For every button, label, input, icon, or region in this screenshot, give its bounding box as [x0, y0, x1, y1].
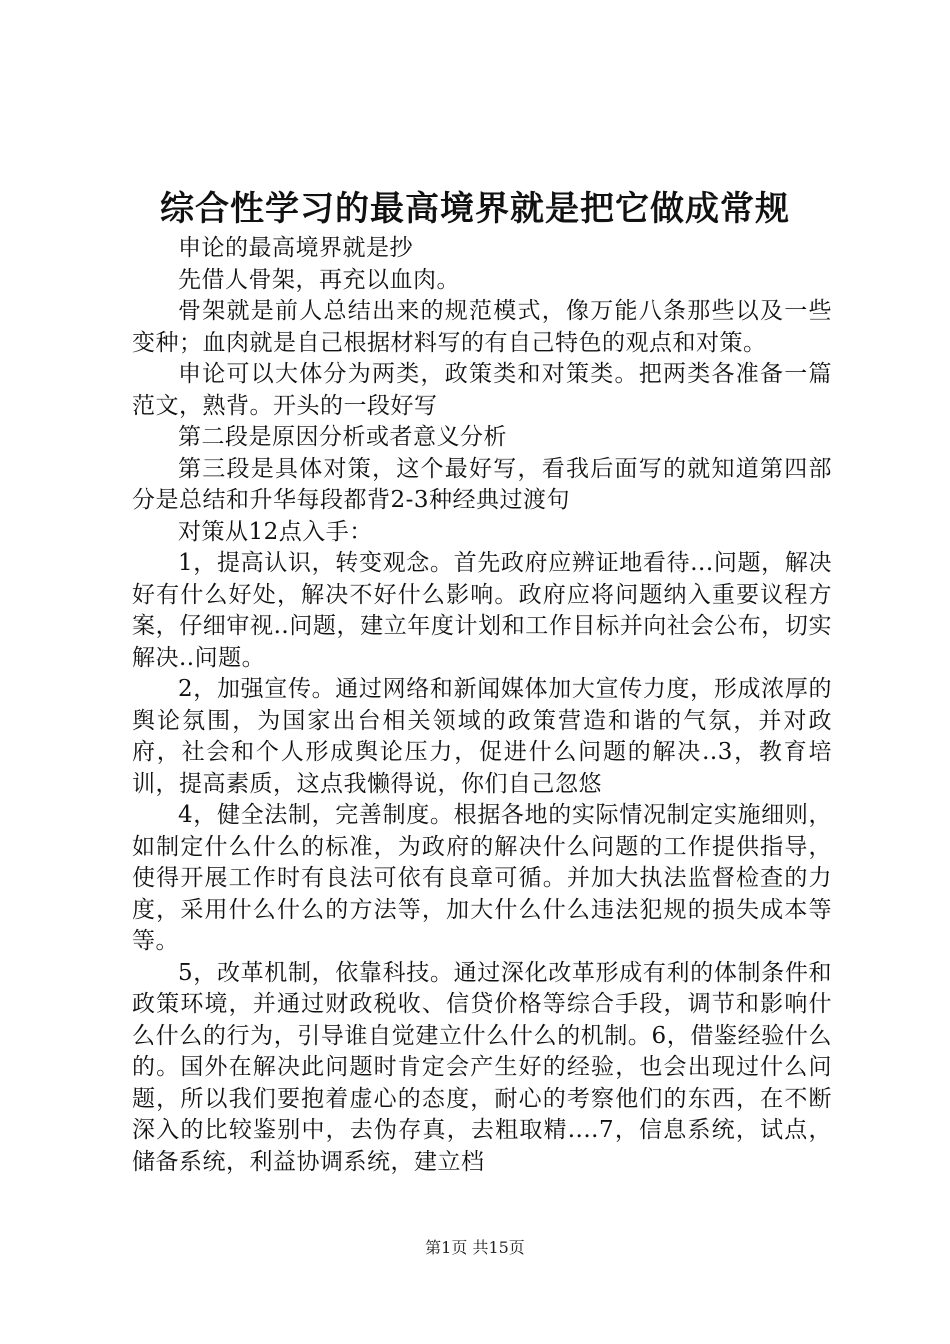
paragraph: 骨架就是前人总结出来的规范模式，像万能八条那些以及一些变种；血肉就是自己根据材料写的有自己特色的观点和对策。 — [132, 298, 832, 356]
paragraph: 申论可以大体分为两类，政策类和对策类。把两类各准备一篇范文，熟背。开头的一段好写 — [132, 361, 832, 419]
paragraph: 申论的最高境界就是抄 — [178, 235, 413, 261]
paragraph: 先借人骨架，再充以血肉。 — [178, 266, 460, 293]
paragraph: 1，提高认识，转变观念。首先政府应辨证地看待...问题，解决好有什么好处，解决不好什么影响。政府应将问题纳入重要议程方案，仔细审视..问题，建立年度计划和工作目标并向社会公布，切实解决..问题。 — [132, 550, 832, 671]
page-footer: 第1页 共15页 — [425, 1238, 525, 1257]
document-title: 综合性学习的最高境界就是把它做成常规 — [160, 189, 790, 229]
paragraph: 2，加强宣传。通过网络和新闻媒体加大宣传力度，形成浓厚的舆论氛围，为国家出台相关领域的政策营造和谐的气氛，并对政府，社会和个人形成舆论压力，促进什么问题的解决..3，教育培训，提高素质，这点我懒得说，你们自己忽悠 — [132, 676, 832, 797]
paragraph: 4，健全法制，完善制度。根据各地的实际情况制定实施细则，如制定什么什么的标准，为政府的解决什么问题的工作提供指导，使得开展工作时有良法可依有良章可循。并加大执法监督检查的力度，采用什么什么的方法等，加大什么什么违法犯规的损失成本等等。 — [132, 802, 832, 954]
document-body — [132, 233, 832, 1178]
paragraph: 第二段是原因分析或者意义分析 — [178, 424, 507, 450]
paragraph: 对策从12点入手： — [178, 518, 373, 545]
paragraph: 第三段是具体对策，这个最好写，看我后面写的就知道第四部分是总结和升华每段都背2-3种经典过渡句 — [132, 455, 832, 513]
paragraph: 5，改革机制，依靠科技。通过深化改革形成有利的体制条件和政策环境，并通过财政税收、信贷价格等综合手段，调节和影响什么什么的行为，引导谁自觉建立什么什么的机制。6，借鉴经验什么的。国外在解决此问题时肯定会产生好的经验，也会出现过什么问题，所以我们要抱着虚心的态度，耐心的考察他们的东西，在不断深入的比较鉴别中，去伪存真，去粗取精....7，信息系统，试点，储备系统，利益协调系统，建立档 — [132, 959, 832, 1175]
